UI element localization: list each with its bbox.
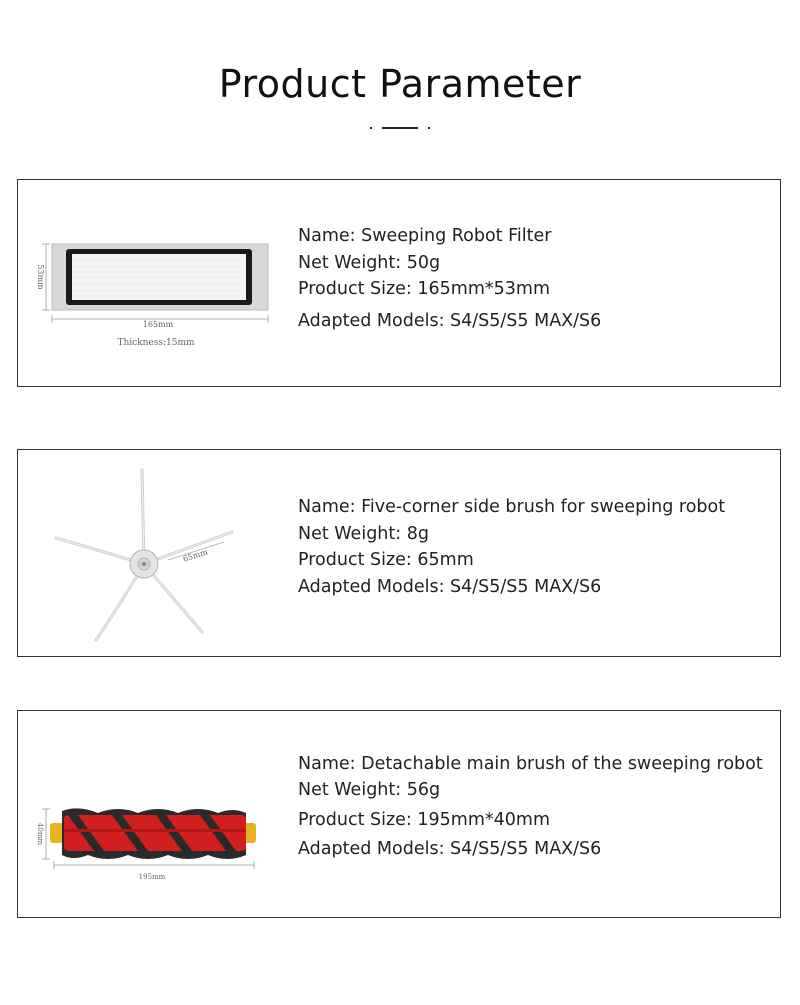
main-brush-height-dim: 40mm [36, 822, 44, 846]
filter-width-dim: 165mm [142, 320, 174, 329]
spec-product-size: Product Size: 195mm*40mm [298, 810, 550, 830]
spec-name: Name: Detachable main brush of the sweeping robot [298, 754, 763, 774]
spec-product-size: Product Size: 165mm*53mm [298, 279, 550, 299]
spec-net-weight: Net Weight: 56g [298, 779, 441, 800]
spec-name: Name: Sweeping Robot Filter [298, 226, 552, 246]
spec-net-weight: Net Weight: 50g [298, 252, 441, 273]
main-brush-image [18, 711, 288, 917]
side-brush-image [18, 450, 288, 656]
main-brush-width-dim: 195mm [138, 873, 166, 881]
spec-adapted-models: Adapted Models: S4/S5/S5 MAX/S6 [298, 576, 602, 597]
spec-adapted-models: Adapted Models: S4/S5/S5 MAX/S6 [298, 838, 602, 859]
spec-adapted-models: Adapted Models: S4/S5/S5 MAX/S6 [298, 310, 602, 331]
spec-product-size: Product Size: 65mm [298, 550, 474, 570]
side-brush-specs [298, 499, 725, 596]
main-brush-specs [298, 756, 763, 858]
filter-image [18, 180, 288, 386]
product-card-filter [17, 179, 781, 387]
filter-height-dim: 53mm [36, 264, 45, 290]
side-brush-length-dim: 65mm [181, 547, 209, 564]
page-title: Product Parameter [218, 62, 582, 106]
spec-net-weight: Net Weight: 8g [298, 523, 429, 544]
product-card-side-brush [17, 449, 781, 657]
filter-specs [298, 228, 601, 330]
product-card-main-brush [17, 710, 781, 918]
title-divider [370, 124, 430, 132]
spec-name: Name: Five-corner side brush for sweeping robot [298, 497, 726, 517]
filter-thickness-dim: Thickness:15mm [117, 338, 195, 348]
